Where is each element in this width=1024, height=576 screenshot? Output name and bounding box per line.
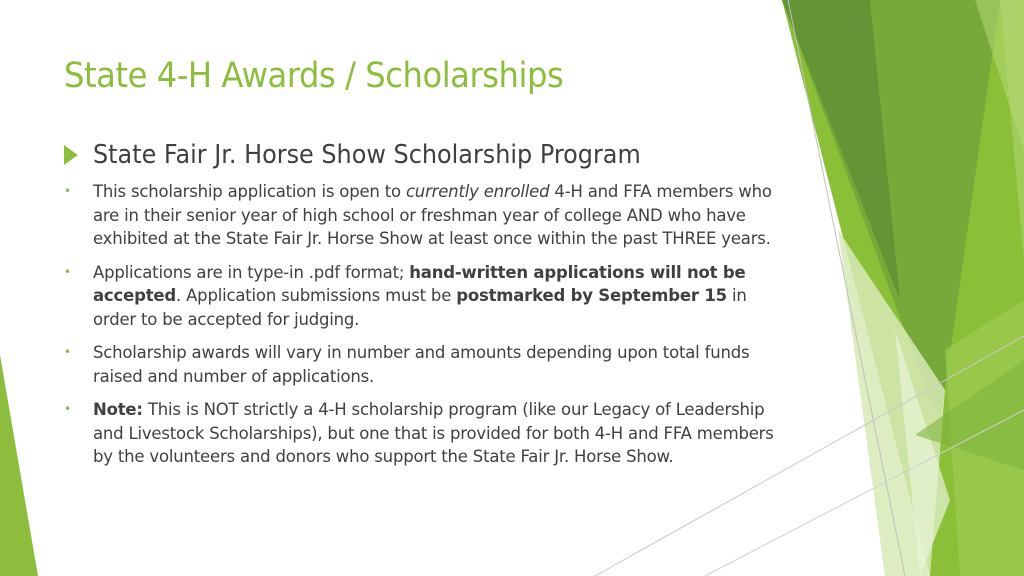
slide-title: State 4-H Awards / Scholarships [64, 56, 564, 96]
slide-content [64, 140, 794, 479]
bullet-text: Applications are in type-in .pdf format; [93, 262, 410, 282]
bullet-italic-text: currently enrolled [405, 182, 550, 201]
note-label: Note: [93, 400, 143, 419]
bullet-eligibility [64, 180, 794, 251]
bullet-list [64, 180, 794, 469]
bullet-format [64, 261, 794, 332]
bullet-text: in order to be accepted for judging. [93, 286, 747, 329]
bullet-bold-text: hand-written applications will not be accepted [93, 262, 746, 305]
bullet-text: 4-H and FFA members who are in their senior year of high school or freshman year of college AND who have exhibited at the State Fair Jr. Horse Show at least once within the past THREE years. [93, 182, 772, 248]
bullet-awards [64, 341, 794, 388]
program-heading-text: State Fair Jr. Horse Show Scholarship Program [93, 140, 641, 170]
bullet-text: This scholarship application is open to [93, 182, 406, 201]
bullet-text: Scholarship awards will vary in number and amounts depending upon total funds raised and number of applications. [93, 343, 750, 386]
bullet-text: This is NOT strictly a 4-H scholarship program (like our Legacy of Leadership and Livestock Scholarships), but one that is provided for both 4-H and FFA members by the volunteers and donors who support the State Fair Jr. Horse Show. [93, 400, 774, 466]
program-heading [64, 140, 794, 170]
bullet-text: . Application submissions must be [176, 286, 457, 305]
arrow-bullet-icon [64, 145, 78, 165]
bullet-bold-text: postmarked by September 15 [456, 286, 727, 305]
bullet-note [64, 398, 794, 469]
